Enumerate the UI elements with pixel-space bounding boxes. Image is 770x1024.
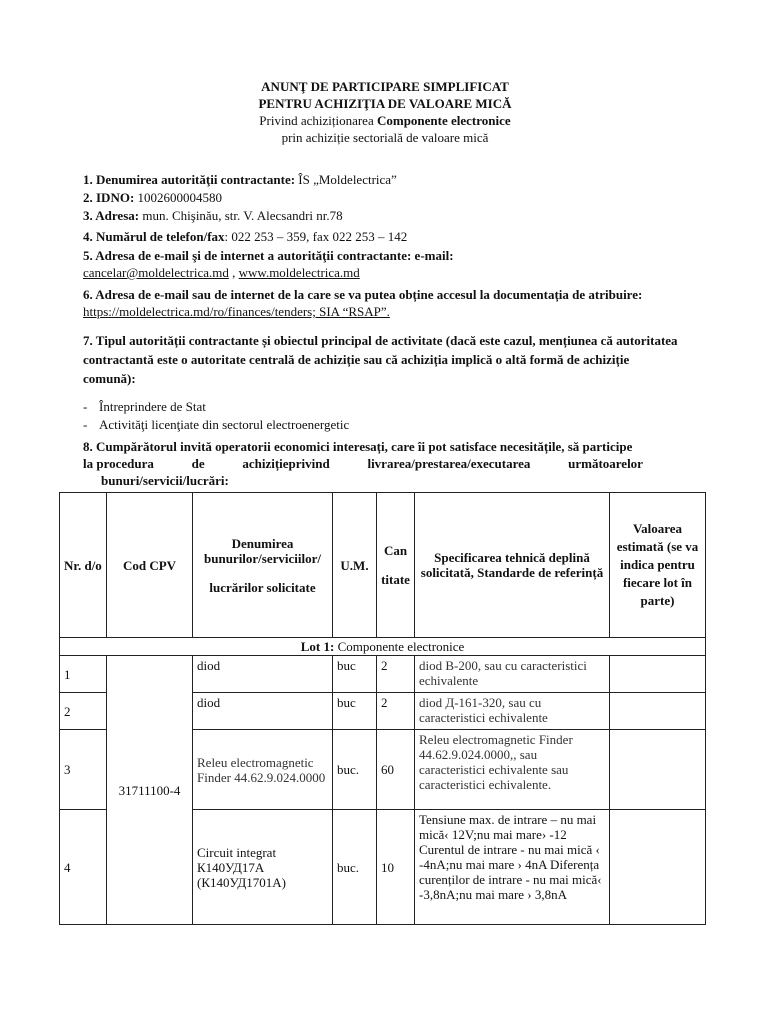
- row-3-name: Releu electromagnetic Finder 44.62.9.024.0000: [193, 730, 333, 810]
- subtitle-prefix: Privind achiziționarea: [259, 113, 377, 128]
- table-row: [60, 656, 706, 693]
- s4-label: 4. Numărul de telefon/fax: [83, 229, 225, 244]
- doc-procedure-type: prin achiziție sectorială de valoare mică: [281, 130, 489, 145]
- cpv-code: 31711100-4: [107, 656, 193, 925]
- s2-label: 2. IDNO:: [83, 190, 135, 205]
- header-um: U.M.: [333, 493, 377, 638]
- s3-label: 3. Adresa:: [83, 208, 140, 223]
- row-4-spec: Tensiune max. de intrare – nu mai mică‹ 12V;nu mai mare› -12 Curentul de intrare - nu mai mică ‹ -4nA;nu mai mare › 4nA Diferența curenților de intrare - nu mai mică‹ -3,8nA;nu mai mare › 3,8nA: [415, 810, 610, 925]
- section-7: [83, 331, 683, 388]
- bullet-2-text: Activităţi licenţiate din sectorul electroenergetic: [99, 417, 350, 432]
- s3-value: mun. Chişinău, str. V. Alecsandri nr.78: [139, 208, 343, 223]
- section-6: [83, 286, 693, 320]
- row-1-qty: 2: [377, 656, 415, 693]
- row-1-um: buc: [333, 656, 377, 693]
- website-link[interactable]: www.moldelectrica.md: [238, 265, 360, 280]
- section-5: [83, 247, 683, 281]
- lot-row: [60, 638, 706, 656]
- section-2: [83, 189, 683, 206]
- doc-subtitle: [0, 112, 770, 129]
- header-cantitate: [377, 493, 415, 638]
- row-3-spec: Releu electromagnetic Finder 44.62.9.024.0000,, sau caracteristici echivalente sau caracteristici echivalente.: [415, 730, 610, 810]
- procurement-table: [59, 492, 706, 925]
- s7-text: 7. Tipul autorității contractante și obiectul principal de activitate (dacă este cazul, mențiunea că autoritatea contractantă este o autoritate centrală de achiziție sau că achiziția implică o altă formă de achiziție comună):: [83, 333, 678, 386]
- s8-word-1: la procedura: [83, 456, 154, 471]
- header-denumirea-line1: Denumirea bunurilor/serviciilor/: [204, 535, 321, 566]
- doc-header: [0, 78, 770, 146]
- s2-value: 1002600004580: [134, 190, 223, 205]
- s5-label: 5. Adresa de e-mail şi de internet a autorităţii contractante: e-mail:: [83, 248, 454, 263]
- bullet-item-1: - Întreprindere de Stat: [83, 399, 206, 414]
- s5-separator: ,: [228, 265, 239, 280]
- header-nr: Nr. d/o: [60, 493, 107, 638]
- email-link[interactable]: cancelar@moldelectrica.md: [83, 265, 229, 280]
- row-1-spec: diod B-200, sau cu caracteristici echivalente: [415, 656, 610, 693]
- bullet-1-text: Întreprindere de Stat: [99, 399, 206, 414]
- lot-cell: [60, 638, 706, 656]
- lot-name: Componente electronice: [334, 639, 465, 654]
- doc-title-2: PENTRU ACHIZIŢIA DE VALOARE MICĂ: [258, 96, 512, 111]
- s8-word-2: de: [191, 456, 205, 471]
- row-3-nr: 3: [60, 730, 107, 810]
- row-2-name: diod: [193, 693, 333, 730]
- section-3: [83, 207, 683, 224]
- s6-label: 6. Adresa de e-mail sau de internet de la care se va putea obține accesul la documentația de atribuire:: [83, 287, 643, 302]
- section-1: [83, 171, 683, 188]
- row-4-name: Circuit integrat К140УД17А (К140УД1701А): [193, 810, 333, 925]
- row-4-qty: 10: [377, 810, 415, 925]
- s8-word-5: următoarelor: [568, 456, 643, 471]
- row-1-value: [610, 656, 706, 693]
- row-2-value: [610, 693, 706, 730]
- row-3-qty: 60: [377, 730, 415, 810]
- section-4: [83, 228, 683, 245]
- row-3-value: [610, 730, 706, 810]
- header-specificare: Specificarea tehnică deplină solicitată, Standarde de referință: [415, 493, 610, 638]
- header-cpv: Cod CPV: [107, 493, 193, 638]
- s4-value: : 022 253 – 359, fax 022 253 – 142: [224, 229, 408, 244]
- row-2-spec: diod Д-161-320, sau cu caracteristici echivalente: [415, 693, 610, 730]
- tenders-link[interactable]: https://moldelectrica.md/ro/finances/tenders; SIA “RSAP”.: [83, 304, 390, 319]
- row-2-nr: 2: [60, 693, 107, 730]
- s8-line-3: bunuri/servicii/lucrări:: [101, 473, 229, 488]
- section-8: [83, 438, 703, 489]
- row-1-name: diod: [193, 656, 333, 693]
- header-valoare: Valoarea estimată (se va indica pentru fiecare lot în parte): [610, 493, 706, 638]
- s8-line-1: 8. Cumpărătorul invită operatorii economici interesați, care îi pot satisface necesitățile, să participe: [83, 439, 633, 454]
- subtitle-object: Componente electronice: [376, 113, 511, 128]
- row-1-nr: 1: [60, 656, 107, 693]
- row-4-nr: 4: [60, 810, 107, 925]
- s8-line-2: [83, 455, 643, 472]
- row-2-qty: 2: [377, 693, 415, 730]
- s8-word-3: achizițieprivind: [242, 456, 330, 471]
- header-denumirea-line2: lucrărilor solicitate: [209, 579, 316, 595]
- s1-value: ÎS „Moldelectrica”: [295, 172, 397, 187]
- doc-title-1: ANUNŢ DE PARTICIPARE SIMPLIFICAT: [261, 79, 509, 94]
- row-4-value: [610, 810, 706, 925]
- table-header-row: [60, 493, 706, 638]
- header-denumirea: [193, 493, 333, 638]
- header-can-line2: titate: [381, 572, 410, 587]
- s1-label: 1. Denumirea autorităţii contractante:: [83, 172, 296, 187]
- row-4-um: buc.: [333, 810, 377, 925]
- row-3-um: buc.: [333, 730, 377, 810]
- bullet-item-2: - Activităţi licenţiate din sectorul electroenergetic: [83, 417, 350, 432]
- row-2-um: buc: [333, 693, 377, 730]
- lot-label: Lot 1:: [300, 639, 335, 654]
- s8-word-4: livrarea/prestarea/executarea: [367, 456, 531, 471]
- header-can-line1: Can: [383, 543, 408, 558]
